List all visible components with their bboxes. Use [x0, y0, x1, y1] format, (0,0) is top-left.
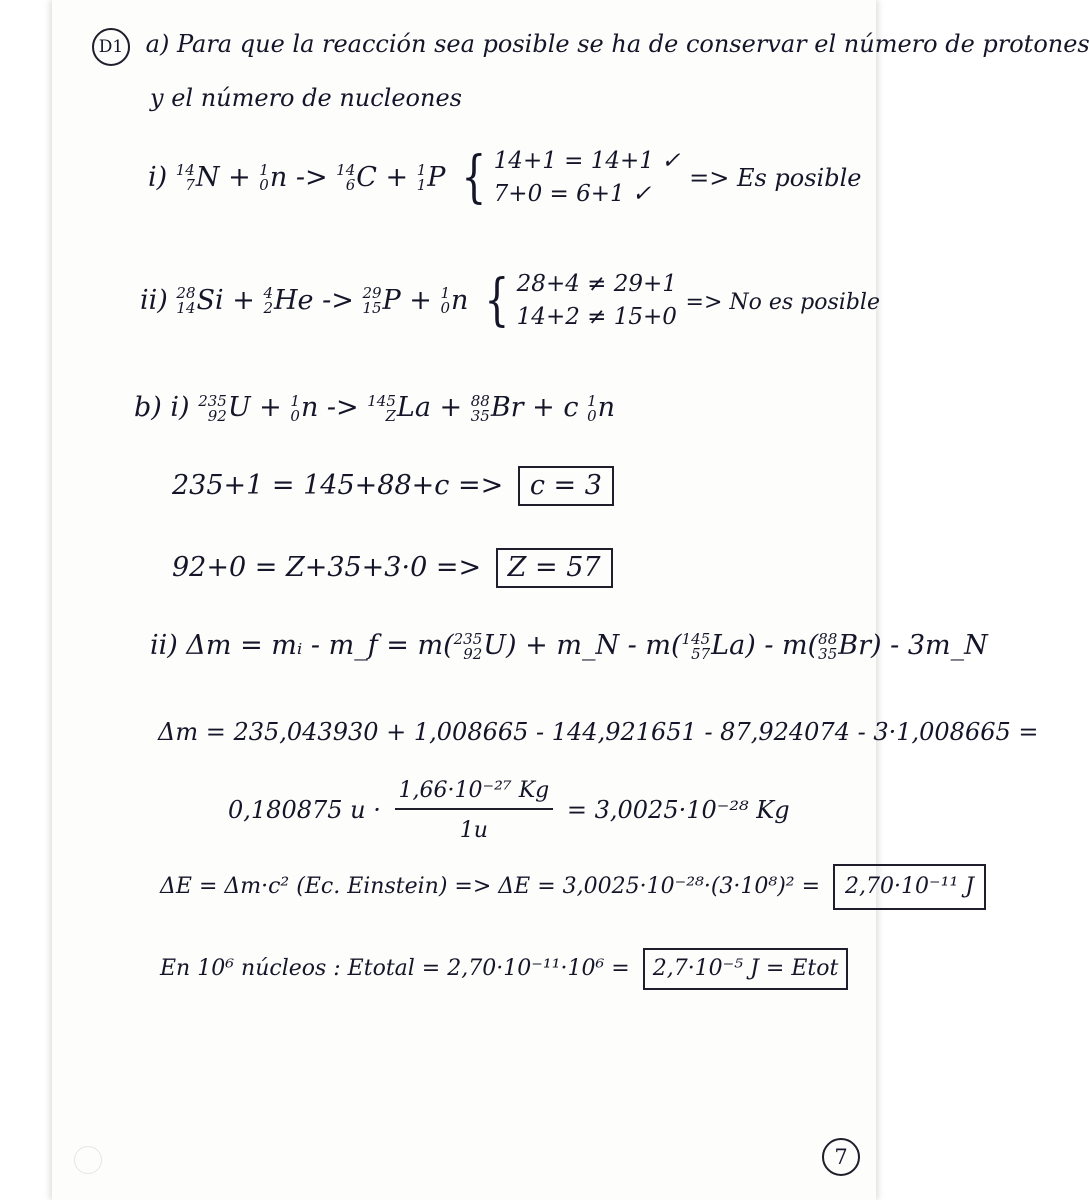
nuclide-mass: 14: [336, 161, 356, 180]
part-a-intro-line1: [92, 28, 1090, 66]
left-brace-icon: {: [484, 268, 510, 334]
nuclide-mass: 1: [416, 161, 427, 180]
part-a-ii-result: => No es posible: [685, 289, 880, 315]
punch-hole-icon: [74, 1146, 102, 1174]
mass-defect-value: 0,180875 u ·: [228, 795, 381, 824]
part-a-i-result: => Es posible: [689, 163, 862, 192]
part-a-label: a): [145, 29, 170, 58]
part-b-i-equation: [134, 392, 615, 424]
conversion-fraction: [395, 778, 554, 845]
part-a-intro-text-1: Para que la reacción sea posible se ha de conservar el número de protones: [176, 29, 1090, 58]
nuclide-mass: 4: [263, 284, 273, 303]
nuclide-z: 14: [176, 299, 196, 318]
nuclide-mass: 1: [259, 161, 269, 180]
total-energy-equation: En 10⁶ núcleos : Etotal = 2,70·10⁻¹¹·10⁶ =: [160, 956, 630, 981]
mass-defect-numeric: Δm = 235,043930 + 1,008665 - 144,921651 - 87,924074 - 3·1,008665 =: [158, 718, 1039, 746]
nuclide-z: 35: [818, 644, 838, 663]
mass-defect-text: ) + m_N - m(: [506, 630, 682, 661]
nuclide-z: 57: [691, 644, 711, 663]
nuclide-z: 0: [587, 406, 597, 425]
nuclide-symbol: N +: [195, 161, 251, 193]
part-b-ii-numeric-line: [158, 718, 1039, 747]
nuclide-symbol: Br: [838, 630, 872, 661]
nuclide-z: 0: [440, 299, 451, 318]
nuclide-z: 2: [263, 299, 273, 318]
nuclide-mass: 14: [175, 161, 195, 180]
nuclide-mass: 1: [290, 391, 300, 410]
nuclide-symbol: Si +: [196, 284, 255, 316]
part-a-ii-label: ii): [140, 284, 168, 316]
fraction-numerator: 1,66·10⁻²⁷ Kg: [395, 778, 554, 810]
nuclide-z: Z: [385, 406, 396, 425]
part-a-ii-equation: [140, 268, 880, 335]
nuclide-mass: 235: [453, 629, 483, 648]
part-b-ii-conversion-line: [228, 778, 790, 845]
part-b-i-label: i): [170, 392, 190, 423]
part-b-ii-total-energy-line: [160, 948, 848, 990]
result-box-z: Z = 57: [496, 548, 613, 588]
fraction-denominator: 1u: [459, 818, 488, 844]
nuclide-z: 92: [207, 406, 227, 425]
nuclide-z: 92: [463, 644, 483, 663]
mass-defect-kg: = 3,0025·10⁻²⁸ Kg: [566, 795, 790, 824]
left-brace-icon: {: [461, 145, 487, 211]
nuclide-symbol: U +: [227, 392, 282, 423]
nuclide-mass: 145: [681, 629, 711, 648]
condition-mass: 28+4 ≠ 29+1: [516, 271, 677, 297]
mass-balance-equation: 235+1 = 145+88+c =>: [172, 470, 504, 501]
mass-defect-text: ) - 3m_N: [871, 630, 988, 661]
part-b-i-mass-balance: [172, 466, 614, 506]
part-a-intro-text-2: y el número de nucleones: [150, 84, 462, 112]
nuclide-symbol: P: [427, 161, 446, 193]
charge-balance-equation: 92+0 = Z+35+3·0 =>: [172, 552, 482, 583]
nuclide-mass: 1: [587, 391, 597, 410]
condition-charge: 7+0 = 6+1 ✓: [493, 181, 652, 208]
condition-charge: 14+2 ≠ 15+0: [516, 304, 677, 331]
nuclide-mass: 235: [198, 391, 227, 410]
nuclide-mass: 88: [470, 391, 490, 410]
problem-number-badge: D1: [92, 28, 130, 66]
part-a-i-equation: [148, 145, 861, 212]
nuclide-symbol: Br + c: [490, 392, 579, 423]
nuclide-mass: 1: [440, 284, 451, 303]
nuclide-mass: 88: [818, 629, 838, 648]
result-box-energy: 2,70·10⁻¹¹ J: [833, 864, 986, 910]
nuclide-symbol: n: [451, 284, 469, 316]
part-b-ii-energy-line: [160, 864, 986, 910]
nuclide-symbol: He ->: [273, 284, 354, 316]
nuclide-mass: 29: [362, 284, 382, 303]
nuclide-mass: 28: [176, 284, 196, 303]
nuclide-symbol: n: [597, 392, 616, 423]
part-b-ii-label: ii): [150, 630, 178, 661]
page-number: 7: [822, 1138, 860, 1176]
nuclide-z: 1: [416, 176, 427, 195]
nuclide-symbol: n ->: [300, 392, 359, 423]
nuclide-symbol: U: [483, 630, 507, 661]
condition-mass: 14+1 = 14+1 ✓: [493, 148, 681, 174]
part-b-i-charge-balance: [172, 548, 613, 588]
mass-defect-text: ) - m(: [745, 630, 819, 661]
part-b-label: b): [134, 392, 162, 423]
nuclide-z: 6: [345, 176, 356, 195]
part-a-intro-line2: [150, 84, 462, 113]
nuclide-z: 0: [259, 176, 269, 195]
nuclide-z: 35: [470, 406, 490, 425]
part-a-i-label: i): [148, 161, 168, 193]
nuclide-symbol: C +: [356, 161, 409, 193]
nuclide-z: 7: [185, 176, 195, 195]
mass-defect-text: Δm = mᵢ - m_f = m(: [186, 630, 454, 661]
nuclide-symbol: P +: [382, 284, 432, 316]
nuclide-z: 0: [290, 406, 300, 425]
nuclide-z: 15: [362, 299, 382, 318]
nuclide-mass: 145: [367, 391, 396, 410]
result-box-c: c = 3: [518, 466, 614, 506]
part-b-ii-mass-defect: [150, 630, 988, 662]
nuclide-symbol: n ->: [269, 161, 328, 193]
nuclide-symbol: La +: [396, 392, 463, 423]
nuclide-symbol: La: [711, 630, 746, 661]
energy-equation: ΔE = Δm·c² (Ec. Einstein) => ΔE = 3,0025·10⁻²⁸·(3·10⁸)² =: [160, 874, 821, 899]
result-box-total-energy: 2,7·10⁻⁵ J = Etot: [643, 948, 849, 990]
